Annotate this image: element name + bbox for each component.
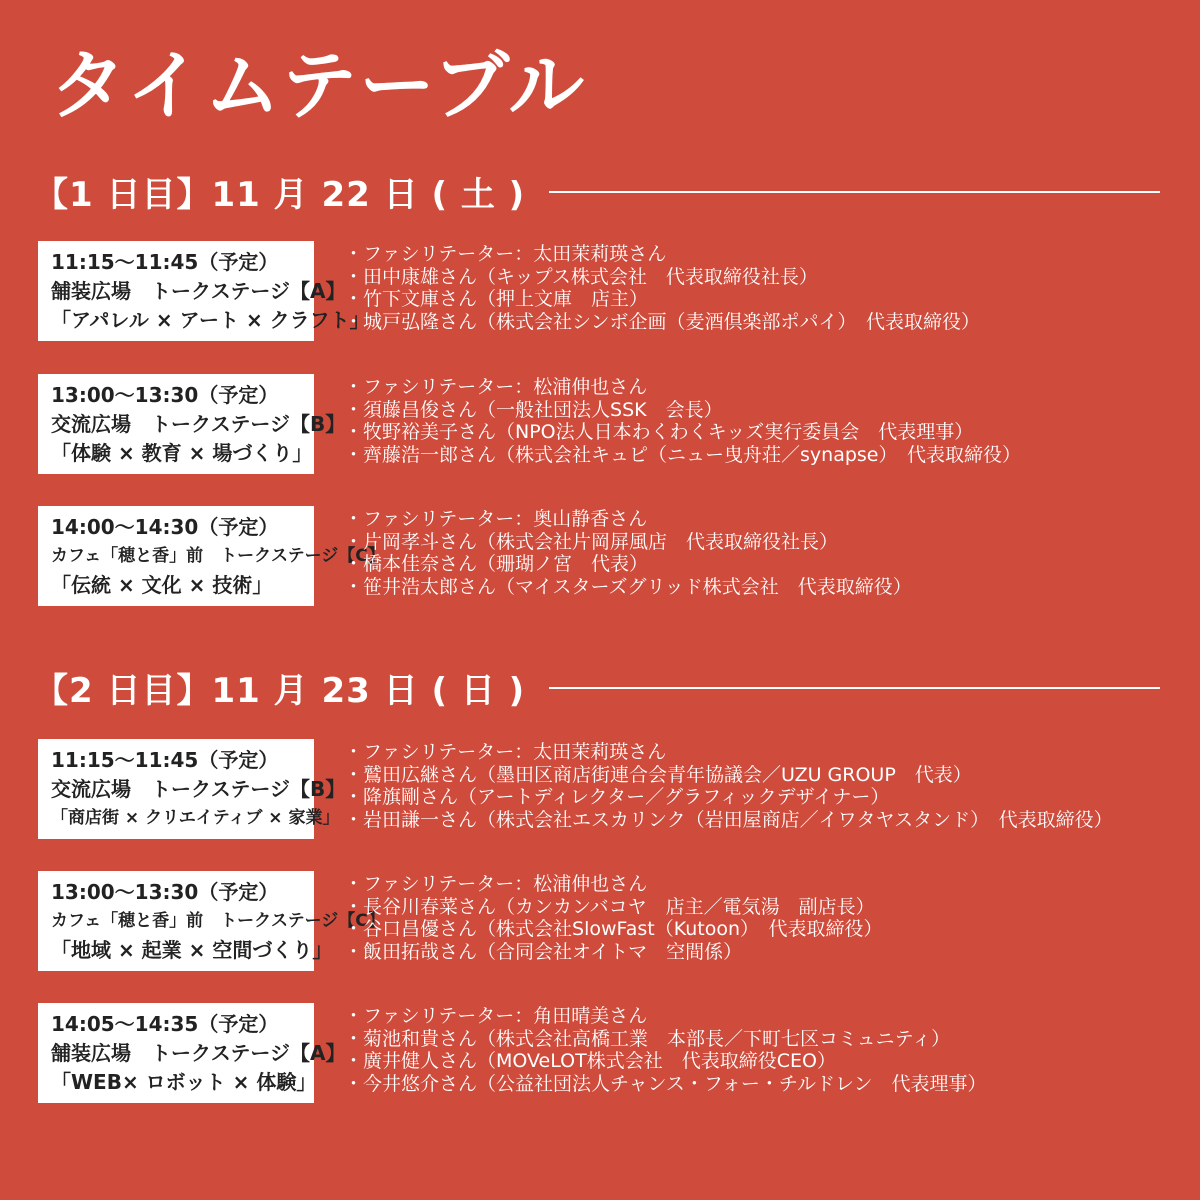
speaker-list	[344, 1005, 1174, 1095]
session-theme: 「体験 × 教育 × 場づくり」	[51, 441, 313, 465]
session-stage: 交流広場 トークステージ【B】	[51, 412, 346, 436]
speaker-item: ・ ファシリテーター：太田茉莉瑛さん	[344, 243, 1174, 266]
page-title: タイムテーブル	[50, 41, 587, 130]
speaker-item: ・ 笹井浩太郎さん（マイスターズグリッド株式会社 代表取締役）	[344, 576, 1174, 599]
day-2-divider	[549, 687, 1160, 689]
speaker-item: ・ ファシリテーター：奥山静香さん	[344, 508, 1174, 531]
speaker-item: ・ ファシリテーター：松浦伸也さん	[344, 873, 1174, 896]
session-theme: 「アパレル × アート × クラフト」	[51, 308, 370, 332]
session-stage: カフェ「穂と香」前 トークステージ【C】	[51, 911, 385, 931]
session-time: 11:15〜11:45（予定）	[51, 748, 279, 772]
session-info-box	[38, 374, 346, 474]
session-theme: 「伝統 × 文化 × 技術」	[51, 573, 273, 597]
session-time: 13:00〜13:30（予定）	[51, 880, 279, 904]
day-2-session-2	[38, 871, 1168, 971]
day-1-session-3	[38, 506, 1168, 606]
session-time: 14:00〜14:30（予定）	[51, 515, 279, 539]
speaker-item: ・ 菊池和貴さん（株式会社高橋工業 本部長／下町七区コミュニティ）	[344, 1028, 1174, 1051]
speaker-item: ・ 齊藤浩一郎さん（株式会社キュピ（ニュー曳舟荘／synapse） 代表取締役）	[344, 444, 1174, 467]
day-2-session-1	[38, 739, 1168, 839]
speaker-item: ・ 今井悠介さん（公益社団法人チャンス・フォー・チルドレン 代表理事）	[344, 1073, 1174, 1096]
speaker-list	[344, 873, 1174, 963]
speaker-item: ・ 廣井健人さん（MOVeLOT株式会社 代表取締役CEO）	[344, 1050, 1174, 1073]
speaker-list	[344, 508, 1174, 598]
speaker-item: ・ 城戸弘隆さん（株式会社シンボ企画（麦酒倶楽部ポパイ） 代表取締役）	[344, 311, 1174, 334]
speaker-item: ・ 長谷川春菜さん（カンカンバコヤ 店主／電気湯 副店長）	[344, 896, 1174, 919]
speaker-item: ・ 牧野裕美子さん（NPO法人日本わくわくキッズ実行委員会 代表理事）	[344, 421, 1174, 444]
day-1-session-2	[38, 374, 1168, 474]
session-info-box	[38, 506, 385, 606]
session-info-box	[38, 1003, 346, 1103]
session-stage: 舗装広場 トークステージ【A】	[51, 1041, 346, 1065]
day-1-session-1	[38, 241, 1168, 341]
session-time: 13:00〜13:30（予定）	[51, 383, 279, 407]
speaker-item: ・ 須藤昌俊さん（一般社団法人SSK 会長）	[344, 399, 1174, 422]
session-theme: 「地域 × 起業 × 空間づくり」	[51, 938, 333, 962]
speaker-list	[344, 741, 1174, 831]
session-info-box	[38, 241, 370, 341]
day-2-label: 【2 日目】11 月 23 日 ( 日 )	[34, 671, 526, 711]
session-stage: 交流広場 トークステージ【B】	[51, 777, 346, 801]
session-stage: 舗装広場 トークステージ【A】	[51, 279, 346, 303]
speaker-item: ・ 竹下文庫さん（押上文庫 店主）	[344, 288, 1174, 311]
session-theme: 「商店街 × クリエイティブ × 家業」	[51, 808, 340, 828]
day-1-header	[34, 167, 1160, 216]
day-1-divider	[549, 191, 1160, 193]
session-stage: カフェ「穂と香」前 トークステージ【C】	[51, 546, 385, 566]
speaker-item: ・ ファシリテーター：太田茉莉瑛さん	[344, 741, 1174, 764]
speaker-item: ・ 飯田拓哉さん（合同会社オイトマ 空間係）	[344, 941, 1174, 964]
speaker-item: ・ ファシリテーター：松浦伸也さん	[344, 376, 1174, 399]
speaker-item: ・ 田中康雄さん（キップス株式会社 代表取締役社長）	[344, 266, 1174, 289]
speaker-item: ・ ファシリテーター：角田晴美さん	[344, 1005, 1174, 1028]
speaker-item: ・ 片岡孝斗さん（株式会社片岡屏風店 代表取締役社長）	[344, 531, 1174, 554]
session-theme: 「WEB× ロボット × 体験」	[51, 1070, 317, 1094]
session-time: 14:05〜14:35（予定）	[51, 1012, 279, 1036]
day-2-header	[34, 663, 1160, 712]
speaker-item: ・ 橋本佳奈さん（珊瑚ノ宮 代表）	[344, 553, 1174, 576]
speaker-item: ・ 降旗剛さん（アートディレクター／グラフィックデザイナー）	[344, 786, 1174, 809]
speaker-item: ・ 岩田謙一さん（株式会社エスカリンク（岩田屋商店／イワタヤスタンド） 代表取締役）	[344, 809, 1174, 832]
speaker-list	[344, 243, 1174, 333]
session-info-box	[38, 871, 385, 971]
day-1-label: 【1 日目】11 月 22 日 ( 土 )	[34, 175, 526, 215]
session-info-box	[38, 739, 346, 839]
speaker-item: ・ 谷口昌優さん（株式会社SlowFast（Kutoon） 代表取締役）	[344, 918, 1174, 941]
session-time: 11:15〜11:45（予定）	[51, 250, 279, 274]
speaker-list	[344, 376, 1174, 466]
day-2-session-3	[38, 1003, 1168, 1103]
speaker-item: ・ 鷲田広継さん（墨田区商店街連合会青年協議会／UZU GROUP 代表）	[344, 764, 1174, 787]
